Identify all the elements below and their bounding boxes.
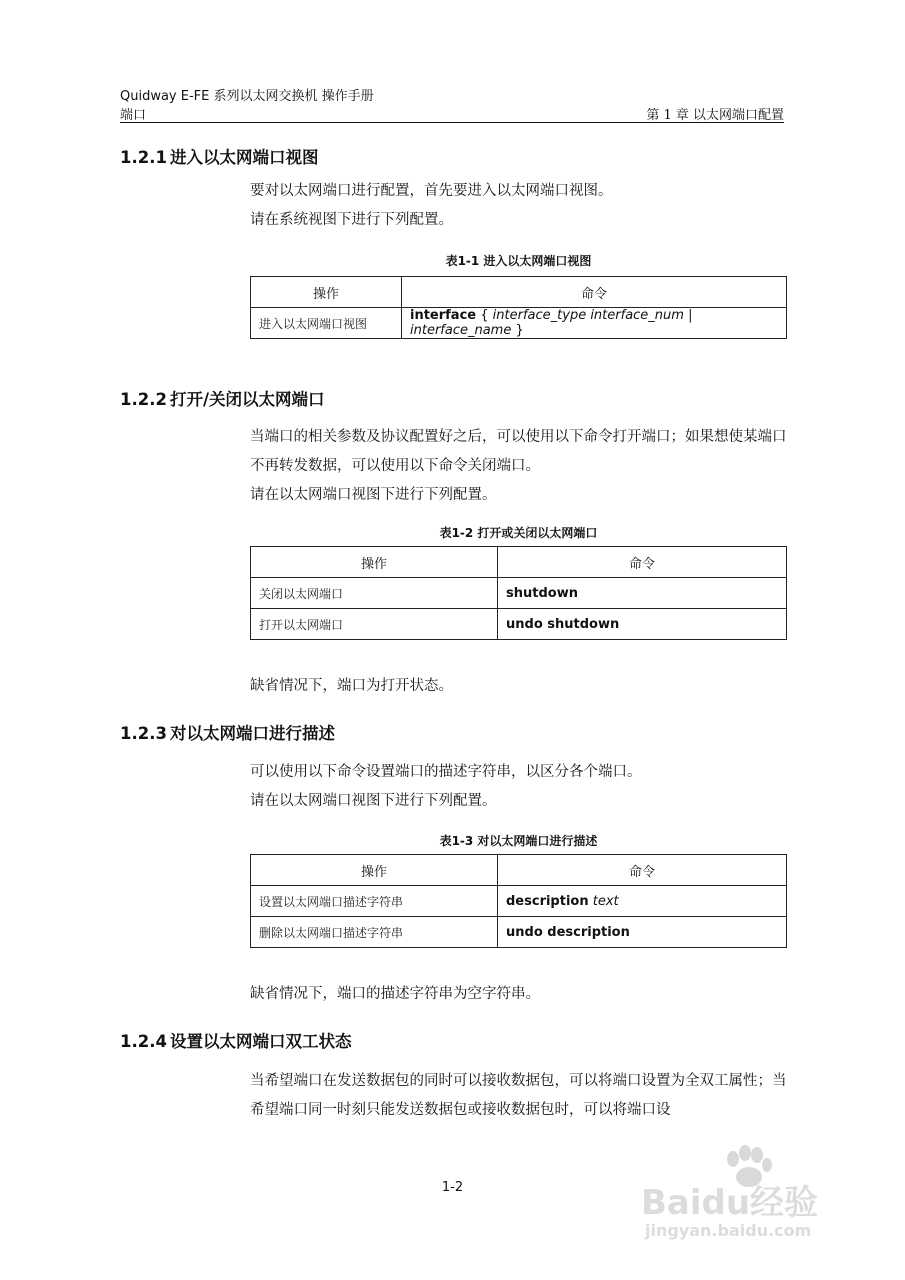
paragraph: 要对以太网端口进行配置，首先要进入以太网端口视图。: [250, 183, 613, 199]
command-keyword: interface: [410, 308, 477, 323]
section-heading-1-2-1: 1.2.1 进入以太网端口视图: [120, 148, 319, 167]
table-1-2: [250, 546, 787, 640]
table-caption: 表1-1 进入以太网端口视图: [445, 254, 592, 268]
section-heading-1-2-2: 1.2.2 打开/关闭以太网端口: [120, 390, 325, 409]
section-1-2-2-body: [250, 423, 787, 510]
table-caption: 表1-3 对以太网端口进行描述: [439, 834, 598, 848]
table-1-3: [250, 854, 787, 948]
command-keyword: description: [506, 893, 589, 909]
command-argument: interface_type interface_num: [492, 308, 684, 323]
section-heading-1-2-3: 1.2.3 对以太网端口进行描述: [120, 724, 335, 743]
watermark-url: jingyan.baidu.com: [645, 1221, 812, 1240]
baidu-watermark-logo: [641, 1145, 851, 1245]
operation-cell: 删除以太网端口描述字符串: [251, 917, 498, 948]
operation-cell: 打开以太网端口: [251, 609, 498, 640]
paragraph: 请在以太网端口视图下进行下列配置。: [250, 793, 497, 809]
header-manual: 系列以太网交换机 操作手册: [213, 89, 374, 104]
operation-cell: 关闭以太网端口: [251, 578, 498, 609]
paragraph: 请在系统视图下进行下列配置。: [250, 212, 453, 228]
table-row: [251, 308, 787, 339]
command-cell: undo shutdown: [498, 609, 787, 640]
operation-cell: 设置以太网端口描述字符串: [251, 886, 498, 917]
paragraph: 可以使用以下命令设置端口的描述字符串，以区分各个端口。: [250, 764, 642, 780]
table-header-cell: 命令: [498, 547, 787, 578]
operation-cell: 进入以太网端口视图: [251, 308, 402, 339]
header-section: 端口: [120, 108, 147, 123]
paragraph: 当端口的相关参数及协议配置好之后，可以使用以下命令打开端口；如果想使某端口不再转发数据，可以使用以下命令关闭端口。: [250, 429, 787, 474]
section-1-2-3-body: [250, 758, 787, 816]
table-header-row: [251, 855, 787, 886]
header-title: [120, 85, 374, 104]
table-header-row: [251, 547, 787, 578]
command-cell: shutdown: [498, 578, 787, 609]
table-caption: 表1-2 打开或关闭以太网端口: [439, 526, 598, 540]
table-row: [251, 886, 787, 917]
section-1-2-4-body: [250, 1067, 787, 1125]
table-header-cell: 命令: [498, 855, 787, 886]
watermark-brand: Baidu经验: [641, 1183, 819, 1223]
table-header-cell: 操作: [251, 277, 402, 308]
paragraph: 当希望端口在发送数据包的同时可以接收数据包，可以将端口设置为全双工属性；当希望端口同一时刻只能发送数据包或接收数据包时，可以将端口设: [250, 1073, 787, 1118]
section-1-2-1-body: [250, 177, 787, 235]
note: 缺省情况下，端口的描述字符串为空字符串。: [250, 986, 540, 1002]
command-argument: interface_name: [410, 323, 512, 338]
command-cell: [498, 886, 787, 917]
table-1-1: [250, 276, 787, 339]
command-cell: undo description: [498, 917, 787, 948]
paragraph: 请在以太网端口视图下进行下列配置。: [250, 487, 497, 503]
table-header-cell: 操作: [251, 547, 498, 578]
section-heading-1-2-4: 1.2.4 设置以太网端口双工状态: [120, 1032, 352, 1051]
header-chapter: 第 1 章 以太网端口配置: [646, 108, 784, 123]
command-cell: interface { interface_type interface_num | interface_name }: [402, 308, 787, 339]
table-row: [251, 609, 787, 640]
command-argument: text: [592, 893, 619, 909]
header-divider: [120, 122, 784, 123]
table-row: [251, 917, 787, 948]
table-row: [251, 578, 787, 609]
header-product: Quidway E-FE: [120, 89, 210, 104]
table-header-cell: 操作: [251, 855, 498, 886]
note: 缺省情况下，端口为打开状态。: [250, 678, 453, 694]
page-number: 1-2: [441, 1180, 464, 1195]
table-header-cell: 命令: [402, 277, 787, 308]
table-header-row: [251, 277, 787, 308]
